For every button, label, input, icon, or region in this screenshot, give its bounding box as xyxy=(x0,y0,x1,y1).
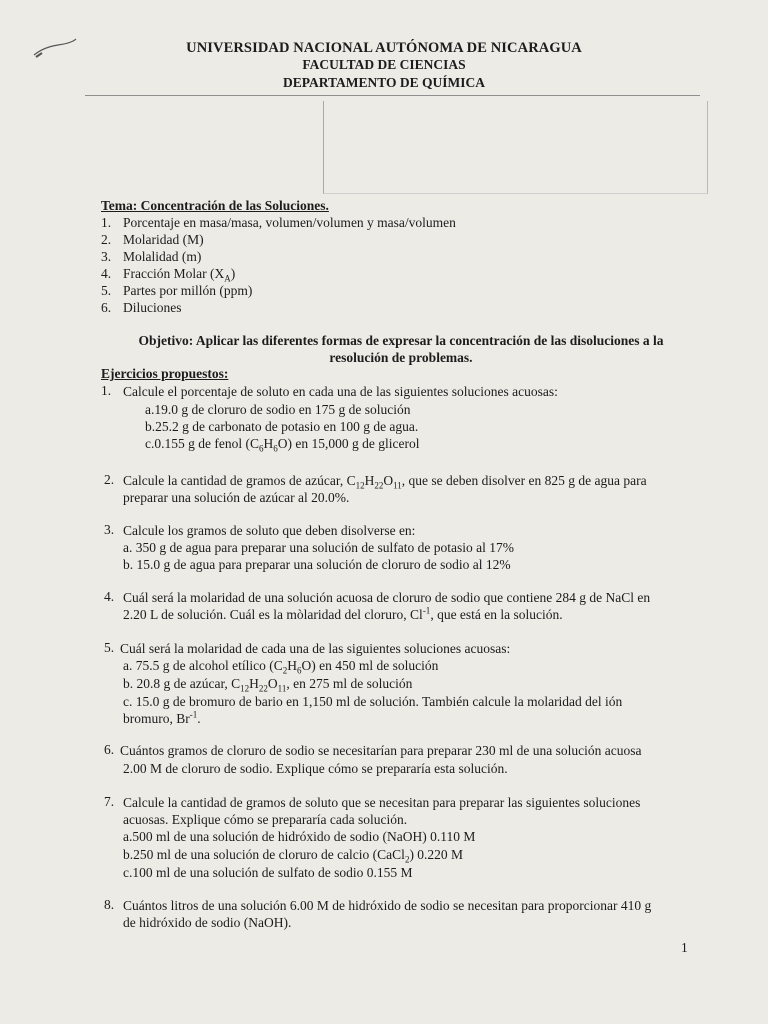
list-item: 5. Partes por millón (ppm) xyxy=(101,283,253,298)
header-rule xyxy=(85,95,700,96)
topic-heading: Tema: Concentración de las Soluciones. xyxy=(101,198,329,213)
exercise-5-b: b. 20.8 g de azúcar, $C_{12}H_{22}O_{11}$, en 275 ml de solución xyxy=(123,676,413,694)
exercise-7-line1: Calcule la cantidad de gramos de soluto que se necesitan para preparar las siguientes soluciones xyxy=(123,795,641,810)
list-item: 6. Diluciones xyxy=(101,300,182,315)
exercise-4-line1: Cuál será la molaridad de una solución acuosa de cloruro de sodio que contiene 284 g de NaCl en xyxy=(123,590,651,605)
exercise-1-prompt: Calcule el porcentaje de soluto en cada una de las siguientes soluciones acuosas: xyxy=(123,384,558,399)
exercise-number: 6. xyxy=(104,742,115,757)
page-number: 1 xyxy=(681,940,688,955)
exercise-8-line2: de hidróxido de sodio (NaOH). xyxy=(123,915,292,930)
exercises-heading: Ejercicios propuestos: xyxy=(101,366,229,381)
exercise-number: 2. xyxy=(104,472,115,487)
blank-stamp-box xyxy=(323,101,708,194)
exercise-7-line2: acuosas. Explique cómo se prepararía cada solución. xyxy=(123,812,408,827)
exercise-2-line2: preparar una solución de azúcar al 20.0%. xyxy=(123,490,350,505)
exercise-1-a: a.19.0 g de cloruro de sodio en 175 g de solución xyxy=(145,402,411,417)
list-item: 4. Fracción Molar $(X_A)$ xyxy=(101,266,236,284)
list-item: 1. Porcentaje en masa/masa, volumen/volumen y masa/volumen xyxy=(101,215,456,230)
exercise-8-line1: Cuántos litros de una solución 6.00 M de hidróxido de sodio se necesitan para proporcionar 410 g xyxy=(123,898,652,913)
topic-list xyxy=(101,214,456,316)
exercise-6-line1: Cuántos gramos de cloruro de sodio se necesitarían para preparar 230 ml de una solución acuosa xyxy=(120,743,642,758)
exercise-5-prompt: Cuál será la molaridad de cada una de las siguientes soluciones acuosas: xyxy=(120,641,511,656)
exercise-1-b: b.25.2 g de carbonato de potasio en 100 g de agua. xyxy=(145,419,419,434)
exercise-7-a: a.500 ml de una solución de hidróxido de sodio (NaOH) 0.110 M xyxy=(123,829,476,844)
department-title: DEPARTAMENTO DE QUÍMICA xyxy=(282,75,486,90)
exercise-3-a: a. 350 g de agua para preparar una solución de sulfato de potasio al 17% xyxy=(123,540,514,555)
exercise-7-b: b.250 ml de una solución de cloruro de calcio (CaCl$_2$) 0.220 M xyxy=(123,847,464,865)
exercise-5-a: a. 75.5 g de alcohol etílico $(C_2H_6O)$ en 450 ml de solución xyxy=(123,658,439,676)
faculty-title: FACULTAD DE CIENCIAS xyxy=(302,57,466,72)
objective-text: Objetivo: Aplicar las diferentes formas de expresar la concentración de las disoluciones a la resolución de problemas. xyxy=(138,333,664,365)
exercise-number: 8. xyxy=(104,897,115,912)
exercise-5-c: c. 15.0 g de bromuro de bario en 1,150 ml de solución. También calcule la molaridad del ión xyxy=(123,694,623,709)
exercise-5-c-line2: bromuro, $Br^{-1}$. xyxy=(123,709,201,726)
list-item: 3. Molalidad (m) xyxy=(101,249,202,264)
list-item: 2. Molaridad (M) xyxy=(101,232,204,247)
exercise-4-line2: 2.20 L de solución. Cuál es la mòlaridad del cloruro, $Cl^{-1}$, que está en la solución. xyxy=(123,605,563,622)
exercise-3-b: b. 15.0 g de agua para preparar una solución de cloruro de sodio al 12% xyxy=(123,557,511,572)
exercise-6-line2: 2.00 M de cloruro de sodio. Explique cómo se prepararía esta solución. xyxy=(123,761,508,776)
exercise-number: 1. xyxy=(101,383,112,398)
exercise-number: 5. xyxy=(104,640,115,655)
exercise-3-prompt: Calcule los gramos de soluto que deben disolverse en: xyxy=(123,523,416,538)
university-title: UNIVERSIDAD NACIONAL AUTÓNOMA DE NICARAGUA xyxy=(186,40,582,56)
exercise-7-c: c.100 ml de una solución de sulfato de sodio 0.155 M xyxy=(123,865,413,880)
exercise-1-c: c.0.155 g de fenol $(C_6H_6O)$ en 15,000 g de glicerol xyxy=(145,436,420,454)
exercise-number: 7. xyxy=(104,794,115,809)
exercise-number: 3. xyxy=(104,522,115,537)
exercise-2-prompt: Calcule la cantidad de gramos de azúcar, $C_{12}H_{22}O_{11}$, que se deben disolver en 825 g de agua para xyxy=(123,473,647,491)
exercise-number: 4. xyxy=(104,589,115,604)
